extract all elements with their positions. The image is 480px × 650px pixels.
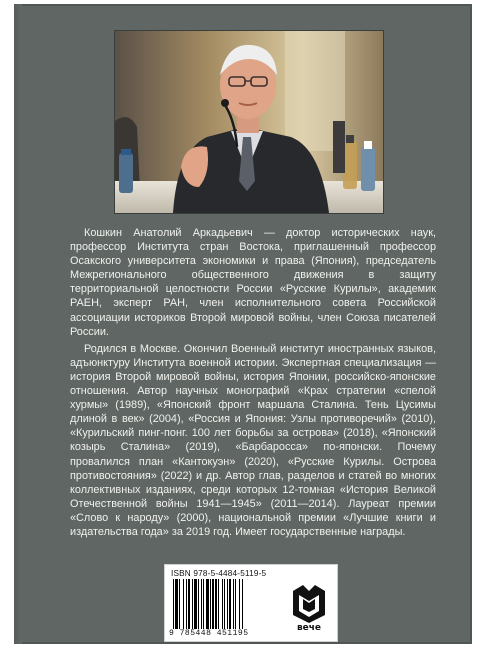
barcode-digits: 9 785448 451195 xyxy=(169,629,249,638)
author-photo xyxy=(114,30,384,214)
publisher-name: вече xyxy=(296,623,322,633)
isbn-label: ISBN 978-5-4484-5119-5 xyxy=(171,569,267,578)
barcode-icon xyxy=(171,579,279,629)
author-portrait-icon xyxy=(115,31,383,213)
bio-paragraph-credentials: Кошкин Анатолий Аркадьевич — доктор исторических наук, профессор Института стран Востока, приглашенный профессор Осакского университета экономики и права (Япония), председатель Межрегионального общественного движения в защиту территориальной целостности России «Русские Курилы», академик РАЕН, эксперт РАН, член исполнительного совета Российской ассоциации историков Второй мировой войны, член Союза писателей России. xyxy=(70,227,436,338)
author-biography xyxy=(70,226,436,539)
publisher-logo-icon xyxy=(289,581,329,627)
bio-paragraph-career: Родился в Москве. Окончил Военный институт иностранных языков, адъюнктуру Института военной истории. Экспертная специализация — история Второй мировой войны, история Японии, российско-японские отношения. Автор научных монографий «Крах стратегии «спелой хурмы» (1989), «Японский фронт маршала Сталина. Тень Цусимы длиной в век» (2004), «Россия и Япония: Узлы противоречий» (2010), «Курильский пинг-понг. 100 лет борьбы за острова» (2018), «Японский козырь Сталина» (2019), «Барбаросса» по-японски. Почему провалился план «Кантокуэн» (2020), «Русские Курилы. Острова противостояния» (2022) и др. Автор глав, разделов и статей во многих коллективных изданиях, среди которых 12-томная «История Великой Отечественной войны 1941—1945» (2011—2014). Лауреат премии «Слово к народу» (2000), национальной премии «Лучшие книги и издательства года» за 2019 год. Имеет государственные награды. xyxy=(70,342,436,538)
barcode-panel xyxy=(164,564,338,642)
book-back-cover xyxy=(14,4,472,644)
cover-spine-edge xyxy=(14,4,22,644)
